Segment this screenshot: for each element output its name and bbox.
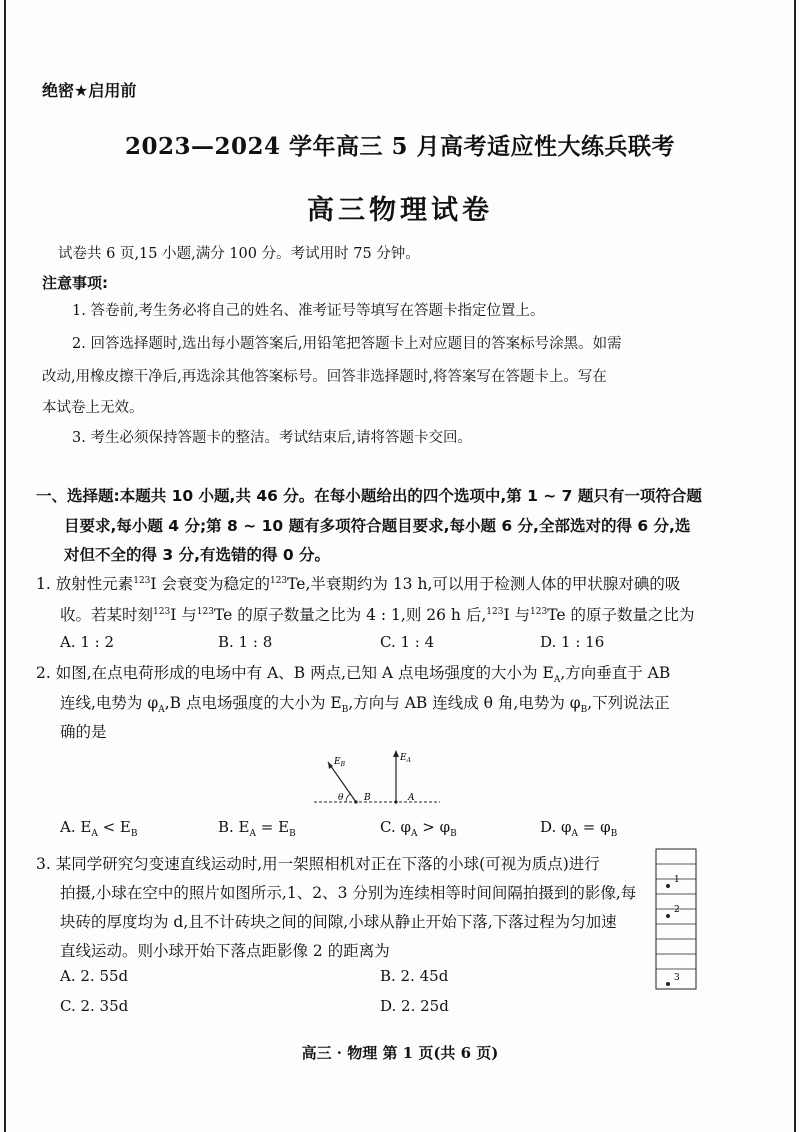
q3-line-1: 3. 某同学研究匀变速直线运动时,用一架照相机对正在下落的小球(可视为质点)进行 — [36, 855, 600, 873]
q2-option-a[interactable] — [60, 818, 138, 839]
eb-label: $E_B$ — [334, 757, 345, 768]
q1-text-g: I 与 — [503, 606, 531, 624]
page-footer: 高三 · 物理 第 1 页(共 6 页) — [301, 1044, 499, 1062]
note-3: 3. 考生必须保持答题卡的整洁。考试结束后,请将答题卡交回。 — [72, 430, 473, 446]
q3-line-3: 块砖的厚度均为 d,且不计砖块之间的间隙,小球从静止开始下落,下落过程为匀加速 — [60, 913, 617, 931]
q2-line-3: 确的是 — [60, 723, 107, 741]
q2-option-subscript: A — [249, 829, 257, 839]
q2-line-1 — [36, 661, 670, 685]
q2-field-diagram — [310, 748, 450, 810]
q1-mass-number: 123 — [530, 606, 548, 617]
q2-option-text: C. φ — [380, 818, 411, 836]
q2-option-subscript: B — [289, 829, 296, 839]
q1-option-b[interactable]: B. 1 : 8 — [218, 633, 273, 651]
q1-line-1 — [36, 572, 680, 594]
q2-text: ,B 点电场强度的大小为 E — [164, 694, 342, 712]
q2-line-2 — [60, 691, 670, 715]
q1-text-e: I 与 — [170, 606, 197, 624]
q2-option-subscript: A — [91, 829, 98, 839]
q2-subscript: B — [341, 705, 349, 716]
q2-text: ,方向垂直于 AB — [560, 664, 671, 682]
image-label-3: 3 — [674, 973, 680, 983]
q2-option-d[interactable] — [540, 818, 617, 839]
q1-mass-number: 123 — [133, 575, 151, 586]
q2-option-text: = E — [256, 818, 290, 836]
q3-option-d[interactable]: D. 2. 25d — [380, 997, 449, 1015]
note-2-line-2: 改动,用橡皮擦干净后,再选涂其他答案标号。回答非选择题时,将答案写在答题卡上。写在 — [42, 369, 607, 385]
q2-option-subscript: A — [571, 829, 579, 839]
q2-option-subscript: B — [130, 829, 138, 839]
notes-heading: 注意事项: — [42, 274, 108, 292]
q2-text: 连线,电势为 φ — [60, 694, 159, 712]
q3-brick-svg — [650, 848, 698, 990]
q1-option-d[interactable]: D. 1 : 16 — [540, 633, 605, 651]
a-label: A — [408, 793, 415, 803]
section-1-line-2: 目要求,每小题 4 分;第 8 ~ 10 题有多项符合题目要求,每小题 6 分,全部选对的得 6 分,选 — [64, 517, 691, 535]
q2-option-c[interactable] — [380, 818, 457, 839]
note-2-line-3: 本试卷上无效。 — [42, 400, 144, 416]
q2-option-text: > φ — [417, 818, 451, 836]
scan-edge-right — [794, 0, 796, 1132]
q2-option-text: A. E — [60, 818, 92, 836]
note-2-line-1: 2. 回答选择题时,选出每小题答案后,用铅笔把答题卡上对应题目的答案标号涂黑。如需 — [72, 336, 622, 352]
q1-text-b: I 会衰变为稳定的 — [150, 575, 270, 593]
q3-line-2: 拍摄,小球在空中的照片如图所示,1、2、3 分别为连续相等时间间隔拍摄到的影像,每 — [60, 884, 637, 902]
ea-label: $E_A$ — [400, 753, 411, 764]
q1-mass-number: 123 — [196, 606, 214, 617]
q2-subscript: B — [580, 705, 588, 716]
ea-arrowhead — [393, 750, 399, 757]
q1-text-d: 收。若某时刻 — [60, 606, 154, 624]
q2-option-text: < E — [97, 818, 131, 836]
q1-text-h: Te 的原子数量之比为 — [547, 606, 695, 624]
q2-text: ,方向与 AB 连线成 θ 角,电势为 φ — [348, 694, 581, 712]
theta-arc — [346, 794, 350, 802]
point-b — [354, 800, 357, 803]
q2-text: 2. 如图,在点电荷形成的电场中有 A、B 两点,已知 A 点电场强度的大小为 E — [36, 664, 554, 682]
exam-title: 2023—2024 学年高三 5 月高考适应性大练兵联考 — [124, 133, 676, 160]
q2-text: ,下列说法正 — [587, 694, 670, 712]
b-label: B — [364, 793, 371, 803]
theta-label: θ — [338, 793, 344, 803]
brick-column-outline — [656, 849, 696, 989]
q1-mass-number: 123 — [269, 575, 288, 586]
q1-mass-number: 123 — [486, 606, 504, 617]
q1-text-a: 1. 放射性元素 — [36, 575, 134, 593]
q3-option-a[interactable]: A. 2. 55d — [60, 967, 129, 985]
secret-label: 绝密★启用前 — [42, 81, 137, 100]
q3-line-4: 直线运动。则小球开始下落点距影像 2 的距离为 — [60, 942, 390, 960]
q1-text-f: Te 的原子数量之比为 4 : 1,则 26 h 后, — [213, 606, 487, 624]
q2-option-subscript: A — [410, 829, 418, 839]
q2-option-text: B. E — [218, 818, 250, 836]
q3-option-b[interactable]: B. 2. 45d — [380, 967, 449, 985]
q2-option-b[interactable] — [218, 818, 296, 839]
subject-title: 高三物理试卷 — [307, 195, 493, 226]
q1-text-c: Te,半衰期约为 13 h,可以用于检测人体的甲状腺对碘的吸 — [287, 575, 681, 593]
q3-brick-column — [650, 848, 698, 990]
q2-subscript: A — [158, 705, 165, 716]
image-label-1: 1 — [674, 875, 680, 885]
q2-subscript: A — [553, 675, 561, 686]
q1-option-a[interactable]: A. 1 : 2 — [60, 633, 115, 651]
ball-image-1 — [666, 884, 670, 888]
q2-option-text: D. φ — [540, 818, 572, 836]
image-label-2: 2 — [674, 905, 680, 915]
section-1-line-1: 一、选择题:本题共 10 小题,共 46 分。在每小题给出的四个选项中,第 1 ~ 7 题只有一项符合题 — [36, 487, 702, 505]
q1-line-2 — [60, 603, 694, 625]
note-1: 1. 答卷前,考生务必将自己的姓名、准考证号等填写在答题卡指定位置上。 — [72, 303, 545, 319]
point-a — [394, 800, 397, 803]
section-1-line-3: 对但不全的得 3 分,有选错的得 0 分。 — [64, 546, 331, 564]
q1-option-c[interactable]: C. 1 : 4 — [380, 633, 435, 651]
ball-image-2 — [666, 914, 670, 918]
q3-option-c[interactable]: C. 2. 35d — [60, 997, 129, 1015]
q2-option-subscript: B — [450, 829, 457, 839]
q2-option-subscript: B — [610, 829, 618, 839]
exam-summary: 试卷共 6 页,15 小题,满分 100 分。考试用时 75 分钟。 — [58, 246, 420, 262]
q1-mass-number: 123 — [153, 606, 171, 617]
q2-diagram-svg — [310, 748, 450, 810]
scan-edge-left — [4, 0, 6, 1132]
q2-option-text: = φ — [578, 818, 611, 836]
ball-image-3 — [666, 982, 670, 986]
